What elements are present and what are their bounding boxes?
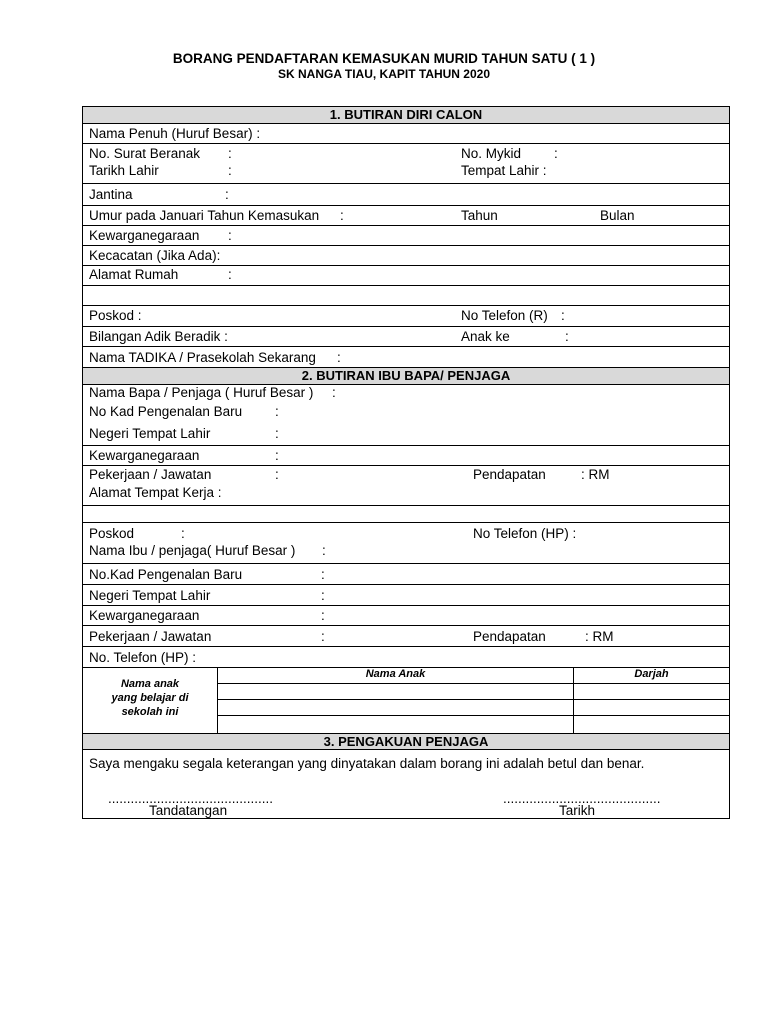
colon: : — [322, 543, 326, 558]
label-ic-bapa: No Kad Pengenalan Baru — [89, 404, 243, 419]
col-nama-anak: Nama Anak — [365, 668, 426, 680]
label-pendapatan: Pendapatan — [473, 467, 546, 482]
colon: : — [181, 526, 185, 541]
label-ic-ibu: No.Kad Pengenalan Baru — [89, 567, 243, 582]
row-jantina[interactable] — [83, 183, 729, 205]
form-title: BORANG PENDAFTARAN KEMASUKAN MURID TAHUN SATU ( 1 ) — [172, 51, 596, 66]
declaration-box — [83, 749, 729, 819]
label-adik-beradik: Bilangan Adik Beradik : — [89, 329, 228, 344]
label-warga-ibu: Kewarganegaraan — [89, 608, 200, 623]
section3-heading: 3. PENGAKUAN PENJAGA — [83, 733, 729, 749]
declaration-statement: Saya mengaku segala keterangan yang dinyatakan dalam borang ini adalah betul dan benar. — [89, 756, 645, 771]
label-tempat-lahir: Tempat Lahir : — [461, 163, 547, 178]
colon: : — [228, 228, 232, 243]
row-negeri-ibu[interactable] — [83, 584, 729, 605]
label-kewarganegaraan: Kewarganegaraan — [89, 228, 200, 243]
colon: : — [321, 567, 325, 582]
colon: : — [275, 448, 279, 463]
children-label-1: Nama anak — [120, 678, 180, 690]
row-warga-bapa[interactable] — [83, 445, 729, 465]
label-surat-beranak: No. Surat Beranak — [89, 146, 201, 161]
label-pendapatan-ibu: Pendapatan — [473, 629, 546, 644]
row-surat-beranak[interactable] — [83, 143, 729, 163]
signature-label: Tandatangan — [149, 803, 228, 818]
label-telefon-hp: No Telefon (HP) : — [473, 526, 577, 541]
row-poskod-bapa[interactable] — [83, 522, 729, 543]
label-anak-ke: Anak ke — [461, 329, 510, 344]
colon: : — [321, 608, 325, 623]
label-negeri-ibu: Negeri Tempat Lahir — [89, 588, 211, 603]
colon: : — [565, 329, 569, 344]
colon: : — [321, 629, 325, 644]
table-rule — [217, 683, 729, 684]
date-label: Tarikh — [559, 803, 596, 818]
label-negeri-bapa: Negeri Tempat Lahir — [89, 426, 211, 441]
row-kerja-ibu[interactable] — [83, 625, 729, 646]
row-nama-bapa[interactable] — [83, 384, 729, 404]
row-tadika[interactable] — [83, 346, 729, 367]
colon: : — [275, 404, 279, 419]
label-telefon-r: No Telefon (R) — [461, 308, 548, 323]
label-warga-bapa: Kewarganegaraan — [89, 448, 200, 463]
section2-heading: 2. BUTIRAN IBU BAPA/ PENJAGA — [83, 367, 729, 384]
label-alamat: Alamat Rumah — [89, 267, 179, 282]
label-kecacatan: Kecacatan (Jika Ada): — [89, 248, 221, 263]
colon: : — [340, 208, 344, 223]
row-kerja-bapa[interactable] — [83, 465, 729, 485]
form-subtitle: SK NANGA TIAU, KAPIT TAHUN 2020 — [277, 67, 491, 81]
colon: : — [337, 350, 341, 365]
label-rm-ibu: : RM — [585, 629, 614, 644]
colon: : — [225, 187, 229, 202]
colon: : — [561, 308, 565, 323]
label-poskod-bapa: Poskod — [89, 526, 135, 541]
colon: : — [554, 146, 558, 161]
label-mykid: No. Mykid — [461, 146, 522, 161]
row-tarikh-lahir[interactable] — [83, 163, 729, 183]
signature-line[interactable]: ............................................ — [108, 791, 274, 806]
row-kecacatan[interactable] — [83, 245, 729, 265]
children-label-2: yang belajar di — [111, 692, 189, 704]
row-warga-ibu[interactable] — [83, 605, 729, 625]
colon: : — [275, 426, 279, 441]
row-nama-ibu[interactable] — [83, 543, 729, 563]
registration-form — [82, 106, 730, 819]
colon: : — [228, 163, 232, 178]
row-kewarganegaraan[interactable] — [83, 225, 729, 245]
colon: : — [332, 385, 336, 400]
row-alamat[interactable] — [83, 265, 729, 285]
row-alamat-line2[interactable] — [83, 285, 729, 305]
section1-heading: 1. BUTIRAN DIRI CALON — [83, 107, 729, 123]
label-kerja-bapa: Pekerjaan / Jawatan — [89, 467, 212, 482]
label-tahun: Tahun — [461, 208, 498, 223]
children-label-3: sekolah ini — [121, 706, 179, 718]
row-umur[interactable] — [83, 205, 729, 225]
col-darjah: Darjah — [634, 668, 669, 680]
label-alamat-kerja: Alamat Tempat Kerja : — [89, 485, 222, 500]
colon: : — [321, 588, 325, 603]
label-umur: Umur pada Januari Tahun Kemasukan — [89, 208, 320, 223]
label-tadika: Nama TADIKA / Prasekolah Sekarang — [89, 350, 316, 365]
colon: : — [275, 467, 279, 482]
label-bulan: Bulan — [600, 208, 635, 223]
children-table — [83, 667, 729, 733]
label-nama-ibu: Nama Ibu / penjaga( Huruf Besar ) — [89, 543, 296, 558]
date-line[interactable]: .......................................... — [503, 791, 661, 806]
colon: : — [228, 267, 232, 282]
row-ic-bapa[interactable] — [83, 404, 729, 424]
label-rm: : RM — [581, 467, 610, 482]
row-adik-beradik[interactable] — [83, 326, 729, 346]
row-telefon-ibu[interactable] — [83, 646, 729, 667]
row-alamat-kerja-line2[interactable] — [83, 505, 729, 522]
colon: : — [228, 146, 232, 161]
row-nama-penuh[interactable] — [83, 123, 729, 143]
label-jantina: Jantina — [89, 187, 133, 202]
row-poskod[interactable] — [83, 305, 729, 326]
row-negeri-bapa[interactable] — [83, 424, 729, 445]
row-ic-ibu[interactable] — [83, 563, 729, 584]
label-telefon-ibu: No. Telefon (HP) : — [89, 650, 197, 665]
table-rule — [217, 699, 729, 700]
row-alamat-kerja[interactable] — [83, 485, 729, 505]
label-nama-penuh: Nama Penuh (Huruf Besar) : — [89, 126, 261, 141]
label-poskod: Poskod : — [89, 308, 142, 323]
label-nama-bapa: Nama Bapa / Penjaga ( Huruf Besar ) — [89, 385, 314, 400]
label-kerja-ibu: Pekerjaan / Jawatan — [89, 629, 212, 644]
table-rule — [217, 715, 729, 716]
label-tarikh-lahir: Tarikh Lahir — [89, 163, 159, 178]
